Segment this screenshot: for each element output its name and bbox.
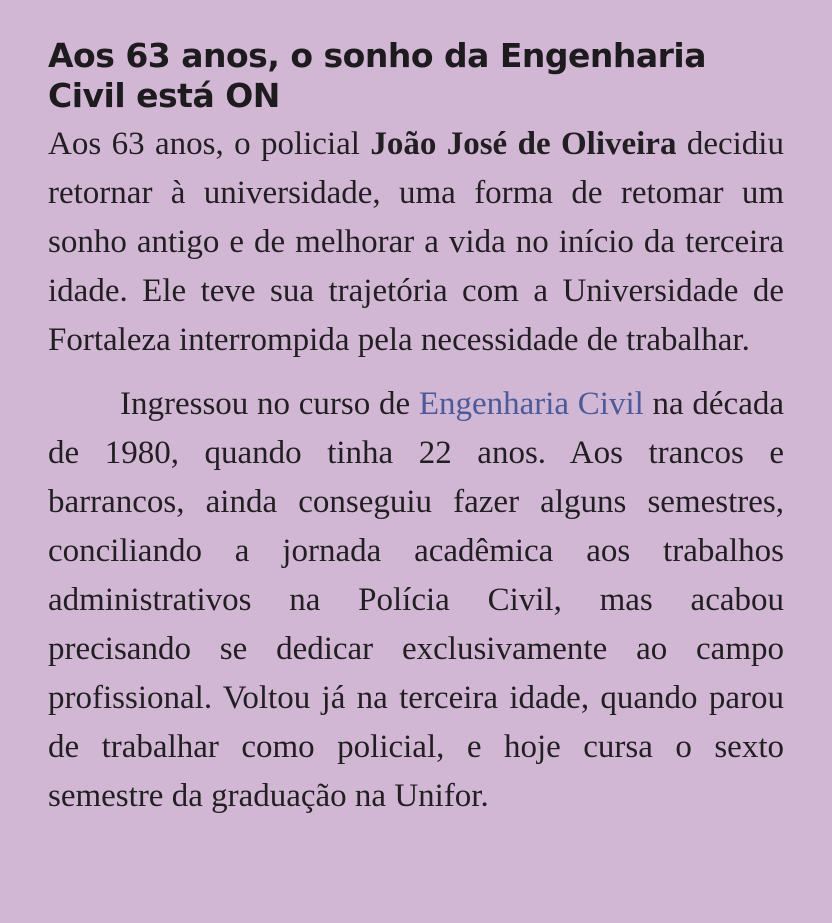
person-name: João José de Oliveira — [370, 126, 677, 162]
paragraph-1 — [48, 120, 784, 365]
article-body — [48, 120, 784, 821]
article-headline: Aos 63 anos, o sonho da Engenharia Civil está ON — [48, 36, 707, 115]
course-link[interactable]: Engenharia Civil — [418, 386, 644, 422]
paragraph-2 — [48, 380, 784, 821]
paragraph-2-intro: Ingressou no curso de — [120, 386, 419, 422]
paragraph-2-text: na década de 1980, quando tinha 22 anos. Aos trancos e barrancos, ainda conseguiu fazer alguns semestres, conciliando a jornada acadêmica aos trabalhos administrativos na Polícia Civil, mas acabou precisando se dedicar exclusivamente ao campo profissional. Voltou já na terceira idade, quando parou de trabalhar como policial, e hoje cursa o sexto semestre da graduação na Unifor. — [48, 386, 784, 814]
paragraph-1-text: decidiu retornar à universidade, uma forma de retomar um sonho antigo e de melhorar a vida no início da terceira idade. Ele teve sua trajetória com a Universidade de Fortaleza interrompida pela necessidade de trabalhar. — [48, 126, 784, 358]
paragraph-1-intro: Aos 63 anos, o policial — [48, 126, 371, 162]
